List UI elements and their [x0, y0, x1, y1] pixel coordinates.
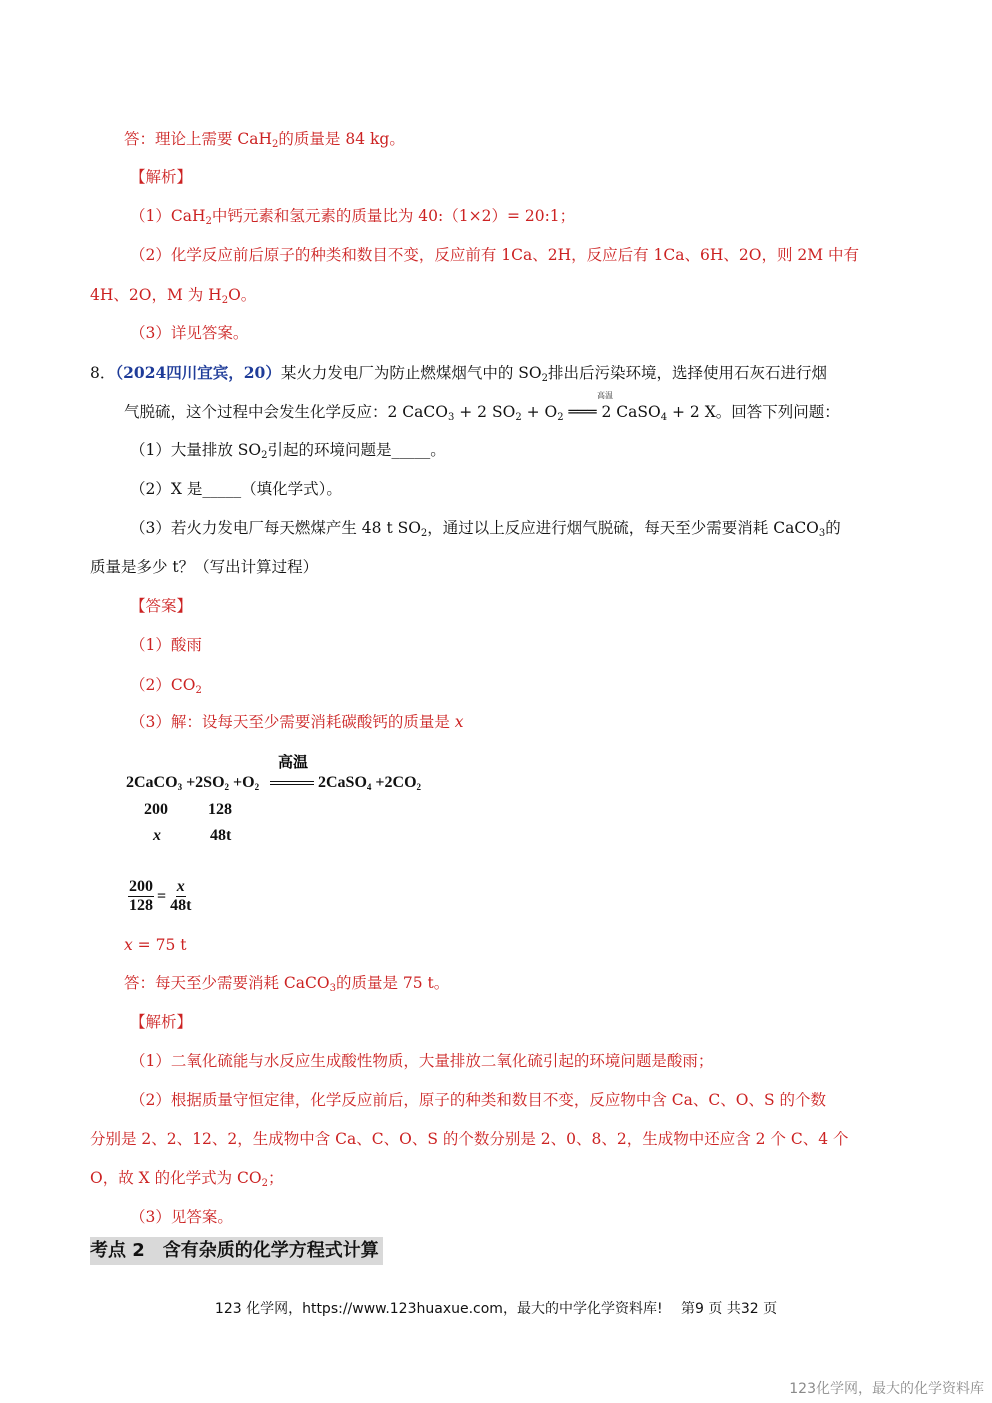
fraction-equals: =	[157, 887, 167, 905]
subscript: 2	[541, 373, 548, 384]
text-segment: 【解析】	[130, 1013, 193, 1031]
fraction-num2: x	[176, 878, 185, 895]
text-segment: 气脱硫，这个过程中会发生化学反应：2 CaCO	[124, 403, 448, 421]
subscript: 2	[195, 685, 202, 696]
text-segment: 2CaSO	[318, 774, 367, 791]
subscript: 2	[254, 782, 260, 792]
text-line	[124, 973, 449, 993]
proportion-fraction	[128, 878, 192, 915]
text-segment: 2CaCO	[126, 774, 178, 791]
text-line	[130, 1012, 192, 1032]
text-segment: 【解析】	[130, 168, 193, 186]
text-segment: +O	[229, 774, 255, 791]
text-line	[124, 129, 405, 149]
equation-right	[318, 774, 421, 792]
text-segment: 答：每天至少需要消耗 CaCO	[124, 974, 330, 992]
given-so2: 48t	[210, 827, 232, 844]
text-line	[90, 1168, 283, 1188]
subscript: 3	[818, 528, 826, 539]
text-segment: ，通过以上反应进行烟气脱硫，每天至少需要消耗 CaCO	[427, 519, 819, 537]
text-line	[130, 635, 202, 655]
subscript: 3	[329, 983, 336, 994]
text-segment: （3）若火力发电厂每天燃煤产生 48 t SO	[130, 519, 421, 537]
text-segment: 某火力发电厂为防止燃煤烟气中的 SO	[280, 364, 542, 382]
watermark: 123化学网，最大的化学资料库	[789, 1381, 984, 1397]
text-segment: （2）X 是_____（填化学式）。	[130, 480, 342, 498]
text-segment: （3）详见答案。	[130, 324, 249, 342]
text-segment: O，故 X 的化学式为 CO	[90, 1169, 262, 1187]
mass-so2: 128	[208, 801, 232, 818]
text-line	[90, 285, 256, 305]
text-segment: 答：理论上需要 CaH	[124, 130, 273, 148]
text-segment: 的质量是 75 t。	[335, 974, 450, 992]
text-line	[130, 440, 446, 460]
text-segment: 中钙元素和氢元素的质量比为 40:（1×2）= 20:1；	[211, 207, 576, 225]
text-segment: 分别是 2、2、12、2，生成物中含 Ca、C、O、S 的个数分别是 2、0、8、2，生成物中还应含 2 个 C、4 个	[90, 1130, 849, 1148]
text-line	[124, 402, 840, 422]
subscript: 2	[261, 1178, 268, 1189]
text-segment: （2024四川宜宾，20）	[115, 363, 281, 382]
text-segment: x	[454, 713, 464, 731]
text-line	[90, 1129, 849, 1149]
text-line	[124, 935, 186, 955]
subscript: 2	[515, 412, 522, 423]
text-segment: ═══ 2 CaSO	[563, 403, 661, 421]
text-segment: 的	[825, 519, 841, 537]
text-segment: + 2 X。回答下列问题：	[667, 403, 840, 421]
text-line	[130, 1207, 233, 1227]
subscript: 3	[177, 782, 183, 792]
text-segment: 的质量是 84 kg。	[278, 130, 405, 148]
text-line	[130, 206, 575, 226]
fraction-num1: 200	[129, 878, 153, 895]
text-segment: + 2 SO	[454, 403, 516, 421]
fraction-den1: 128	[129, 897, 153, 914]
subscript: 2	[420, 528, 428, 539]
text-segment: 质量是多少 t？（写出计算过程）	[90, 558, 319, 576]
text-segment: （1）二氧化硫能与水反应生成酸性物质，大量排放二氧化硫引起的环境问题是酸雨；	[130, 1052, 714, 1070]
text-line	[130, 167, 192, 187]
equation-condition: 高温	[278, 753, 309, 771]
text-line	[130, 479, 342, 499]
reaction-condition-small: 高温	[597, 391, 613, 400]
mass-caco3: 200	[144, 801, 168, 818]
text-segment: O。	[228, 286, 257, 304]
subscript: 2	[261, 450, 268, 461]
text-segment: 8．	[90, 364, 116, 382]
text-segment: （2）根据质量守恒定律，化学反应前后，原子的种类和数目不变，反应物中含 Ca、C、O、S 的个数	[130, 1091, 827, 1109]
text-segment: 排出后污染环境，选择使用石灰石进行烟	[547, 364, 827, 382]
text-segment: （1）大量排放 SO	[130, 441, 262, 459]
text-segment: 引起的环境问题是_____。	[267, 441, 446, 459]
subscript: 2	[272, 139, 279, 150]
text-segment: （2）化学反应前后原子的种类和数目不变，反应前有 1Ca、2H，反应后有 1Ca、6H、2O，则 2M 中有	[130, 246, 860, 264]
text-segment: +2SO	[182, 774, 225, 791]
text-segment: （1）酸雨	[130, 636, 202, 654]
subscript: 2	[557, 412, 564, 423]
equation-double-line	[270, 781, 314, 785]
text-segment: ；	[267, 1169, 284, 1187]
text-segment: = 75 t	[132, 936, 187, 954]
subscript: 2	[416, 782, 422, 792]
equation-left	[126, 774, 259, 792]
text-segment: + O	[521, 403, 558, 421]
text-segment: （1）CaH	[130, 207, 206, 225]
text-segment: +2CO	[371, 774, 417, 791]
text-line	[90, 363, 827, 383]
text-line	[130, 596, 192, 616]
text-line	[130, 323, 248, 343]
subscript: 3	[447, 412, 455, 423]
text-line	[130, 518, 841, 538]
text-line	[130, 712, 464, 732]
fraction-den2: 48t	[170, 897, 192, 914]
text-segment: （2）CO	[130, 676, 196, 694]
text-line	[130, 245, 859, 265]
text-segment: x	[124, 936, 133, 954]
subscript: 2	[205, 216, 212, 227]
text-segment: 【答案】	[130, 597, 193, 615]
subscript: 4	[366, 782, 372, 792]
text-line	[130, 1051, 713, 1071]
text-line	[90, 557, 318, 577]
text-segment: 4H、2O，M 为 H	[90, 286, 222, 304]
subscript: 4	[660, 412, 668, 423]
subscript: 2	[224, 782, 230, 792]
text-line	[130, 675, 202, 695]
page-footer: 123 化学网，https://www.123huaxue.com，最大的中学化学资料库! 第9 页 共32 页	[214, 1301, 778, 1317]
section-heading: 考点 2 含有杂质的化学方程式计算	[90, 1237, 383, 1265]
unknown-x: x	[153, 827, 161, 844]
text-segment: （3）见答案。	[130, 1208, 233, 1226]
text-line	[130, 1090, 826, 1110]
text-segment: （3）解：设每天至少需要消耗碳酸钙的质量是	[130, 713, 455, 731]
subscript: 2	[221, 295, 229, 306]
